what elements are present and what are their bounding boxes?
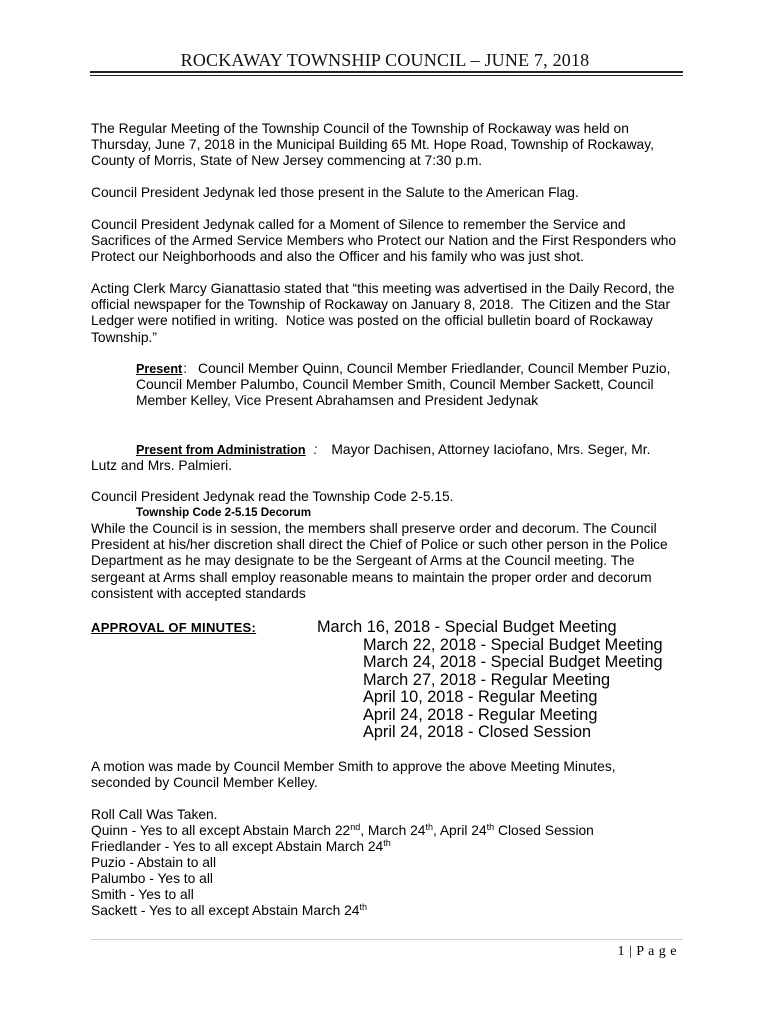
administration-present-block [91,442,650,474]
motion-paragraph [91,759,616,791]
paragraph-line: A motion was made by Council Member Smith to approve the above Meeting Minutes, [91,759,616,774]
title-double-rule [90,71,683,76]
township-code-intro [91,489,454,505]
meeting-item: March 27, 2018 - Regular Meeting [363,670,611,689]
present-members-block [136,361,670,410]
roll-call-text: Sackett - Yes to all except Abstain March 24 [91,903,360,918]
paragraph-line: consistent with accepted standards [91,585,306,601]
approval-of-minutes-heading [91,620,256,636]
paragraph-line: While the Council is in session, the members shall preserve order and decorum. The Council [91,521,657,536]
roll-call-entry-palumbo [91,871,594,887]
approval-label: APPROVAL OF MINUTES: [91,620,257,635]
administration-members-text: Mayor Dachisen, Attorney Iaciofano, Mrs. Seger, Mr. [331,442,651,457]
ordinal-suffix: th [486,822,495,832]
present-members-text: Council Member Palumbo, Council Member Smith, Council Member Sackett, Council [136,377,654,393]
paragraph-line: sergeant at Arms shall employ reasonable means to maintain the proper order and decorum [91,569,652,585]
ordinal-suffix: th [383,838,391,848]
paragraph-line: Ledger were notified in writing. Notice was posted on the official bulletin board of Rockaway [91,313,653,329]
paragraph-line: Council President Jedynak read the Township Code 2-5.15. [91,489,454,504]
clerk-statement-paragraph [91,281,675,346]
roll-call-entry-sackett [91,903,594,919]
administration-members-text: Lutz and Mrs. Palmieri. [91,458,233,474]
approved-meetings-list [317,619,663,742]
code-heading-text: Township Code 2-5.15 Decorum [136,506,312,519]
paragraph-line: Thursday, June 7, 2018 in the Municipal Building 65 Mt. Hope Road, Township of Rockaway, [91,137,654,153]
roll-call-text: , March 24 [360,823,426,838]
roll-call-block [91,807,594,919]
roll-call-entry-smith [91,887,594,903]
meeting-item: April 24, 2018 - Closed Session [363,723,592,741]
roll-call-text: Palumbo - Yes to all [91,871,213,886]
paragraph-line: Protect our Neighborhoods and also the Officer and his family who was just shot. [91,249,584,265]
page-title: ROCKAWAY TOWNSHIP COUNCIL – JUNE 7, 2018 [180,50,590,70]
roll-call-text: Friedlander - Yes to all except Abstain March 24 [91,839,384,854]
meeting-item: April 24, 2018 - Regular Meeting [363,705,598,724]
ordinal-suffix: nd [350,822,361,832]
ordinal-suffix: th [425,822,433,832]
roll-call-text: Closed Session [494,823,594,838]
meeting-item: March 24, 2018 - Special Budget Meeting [363,653,663,671]
ordinal-suffix: th [359,902,367,912]
roll-call-heading: Roll Call Was Taken. [91,807,218,822]
footer-rule [91,939,683,940]
roll-call-text: Smith - Yes to all [91,887,194,902]
present-label: Present [136,362,183,376]
present-members-text: Member Kelley, Vice Present Abrahamsen and President Jedynak [136,393,539,409]
roll-call-entry-friedlander [91,839,594,855]
paragraph-line: Department as he may designate to be the Sergeant of Arms at the Council meeting. The [91,553,635,569]
paragraph-line: Sacrifices of the Armed Service Members who Protect our Nation and the First Responders who [91,233,677,249]
moment-of-silence-paragraph [91,217,676,266]
meeting-item: March 16, 2018 - Special Budget Meeting [317,618,617,636]
roll-call-entry-puzio [91,855,594,871]
administration-label: Present from Administration [136,443,306,457]
meeting-item: April 10, 2018 - Regular Meeting [363,688,598,706]
roll-call-text: Quinn - Yes to all except Abstain March 22 [91,823,351,838]
decorum-paragraph [91,521,668,602]
meeting-item: March 22, 2018 - Special Budget Meeting [363,635,663,654]
roll-call-entry-quinn [91,823,594,839]
present-first-line [136,361,670,377]
paragraph-line: Acting Clerk Marcy Gianattasio stated that “this meeting was advertised in the Daily Record, the [91,281,675,296]
roll-call-text: Puzio - Abstain to all [91,855,217,870]
roll-call-text: , April 24 [432,823,487,838]
paragraph-line: County of Morris, State of New Jersey commencing at 7:30 p.m. [91,153,483,169]
township-code-heading [136,505,311,521]
administration-separator: : [313,442,318,457]
paragraph-line: The Regular Meeting of the Township Council of the Township of Rockaway was held on [91,121,629,136]
paragraph-line: Council President Jedynak led those present in the Salute to the American Flag. [91,185,579,200]
paragraph-line: official newspaper for the Township of Rockaway on January 8, 2018. The Citizen and the Star [91,297,671,313]
paragraph-line: Council President Jedynak called for a Moment of Silence to remember the Service and [91,217,626,232]
salute-paragraph [91,185,579,201]
paragraph-line: Township.” [91,329,157,345]
paragraph-line: seconded by Council Member Kelley. [91,775,318,791]
page-number: 1 | P a g e [617,944,677,959]
present-separator: : [183,361,188,376]
paragraph-line: President at his/her discretion shall direct the Chief of Police or such other person in the Police [91,537,668,553]
administration-first-line [91,442,650,458]
intro-paragraph [91,121,654,170]
present-members-text: Council Member Quinn, Council Member Friedlander, Council Member Puzio, [198,361,671,376]
